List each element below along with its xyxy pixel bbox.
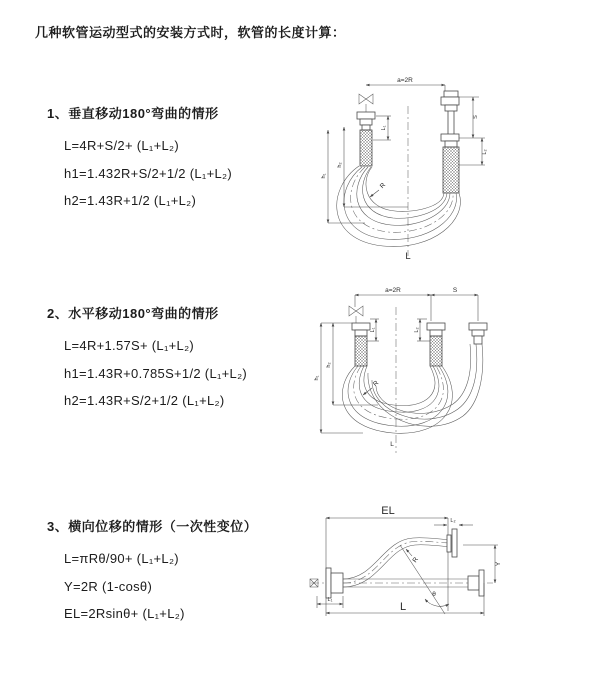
formula-el: EL=2Rsinθ+ (L₁+L₂) (64, 606, 185, 622)
dimension-h1 (321, 130, 365, 223)
left-fitting (357, 112, 375, 166)
label-l1: L₁ (370, 327, 376, 333)
formula-length: L=4R+S/2+ (L₁+L₂) (64, 138, 179, 154)
dimension-a2r (366, 77, 445, 94)
label-el: EL (381, 505, 395, 517)
right-fitting-shifted (469, 323, 487, 344)
diagram-horizontal-180-bend (308, 283, 570, 463)
label-length: L (399, 601, 407, 613)
label-h2: h₂ (337, 162, 343, 168)
section-1-heading: 1、垂直移动180°弯曲的情形 (47, 106, 219, 121)
middle-fitting (427, 323, 445, 366)
label-length: L (405, 251, 411, 262)
formula-h2: h2=1.43R+1/2 (L₁+L₂) (64, 193, 197, 209)
label-y: Y (495, 561, 502, 567)
page-title: 几种软管运动型式的安装方式时，软管的长度计算： (35, 25, 346, 40)
label-l1: L₁ (381, 125, 387, 131)
dimension-l2 (434, 518, 473, 525)
dimension-l1 (373, 116, 391, 140)
hose-s-curve (343, 538, 447, 587)
section-2-heading: 2、水平移动180°弯曲的情形 (47, 306, 219, 321)
label-h2: h₂ (326, 362, 332, 368)
valve-icon (359, 94, 373, 112)
raised-flange (447, 529, 457, 557)
hose-curves-shifted (368, 344, 483, 426)
label-radius: R (411, 556, 420, 565)
dimension-l2 (459, 138, 488, 165)
diagram-vertical-180-bend (313, 70, 558, 262)
label-s: S (452, 287, 458, 294)
label-a2r: a=2R (385, 287, 401, 294)
dimension-theta (425, 591, 449, 606)
dimension-a2r (355, 287, 431, 321)
dimension-radius (370, 182, 387, 197)
section-horizontal-movement (47, 303, 247, 415)
dimension-length (326, 583, 484, 616)
valve-icon (349, 306, 363, 323)
formula-length: L=4R+1.57S+ (L₁+L₂) (64, 338, 195, 354)
label-radius: R (378, 181, 388, 191)
label-l2: L₂ (482, 149, 488, 155)
dimension-s (431, 287, 478, 321)
label-h1: h₁ (314, 375, 320, 381)
label-a2r: a=2R (397, 77, 413, 84)
label-s: S (473, 115, 479, 119)
label-radius: R (371, 379, 381, 389)
formula-y: Y=2R (1-cosθ) (64, 578, 153, 594)
left-fitting (352, 323, 370, 366)
label-l2: L₂ (414, 327, 420, 333)
formula-h2: h2=1.43R+S/2+1/2 (L₁+L₂) (64, 393, 225, 409)
dimension-h2 (326, 323, 381, 405)
section-3-heading: 3、横向位移的情形（一次性变位） (47, 519, 258, 534)
hose-curves-current (342, 366, 452, 433)
label-h1: h₁ (321, 173, 327, 179)
label-l2: L₂ (450, 518, 456, 524)
right-fitting (468, 570, 484, 596)
section-lateral-displacement (47, 516, 257, 628)
left-fitting (326, 568, 343, 598)
section-vertical-movement (47, 103, 232, 215)
dimension-s (459, 97, 485, 138)
dimension-l1 (317, 596, 343, 608)
formula-h1: h1=1.432R+S/2+1/2 (L₁+L₂) (64, 165, 232, 181)
label-length: L (390, 441, 394, 448)
formula-length: L=πRθ/90+ (L₁+L₂) (64, 551, 179, 567)
dimension-radius (400, 545, 445, 614)
right-fitting (441, 91, 459, 193)
hose-curves (337, 166, 461, 247)
diagram-lateral-displacement (303, 498, 597, 658)
dimension-el (326, 505, 448, 616)
formula-h1: h1=1.43R+0.785S+1/2 (L₁+L₂) (64, 365, 248, 381)
label-theta: θ (432, 591, 436, 598)
label-l1: L₁ (327, 597, 333, 603)
